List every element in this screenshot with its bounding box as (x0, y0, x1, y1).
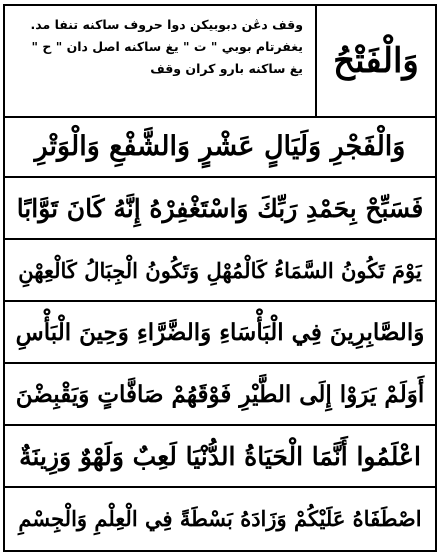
rule-note-line-3: يغ ساكنه بارو كران وقف (150, 61, 303, 76)
verse-list (5, 116, 435, 548)
header (5, 6, 435, 118)
verse-row-1 (5, 116, 435, 178)
verse-text: أَوَلَمْ يَرَوْا إِلَى الطَّيْرِ فَوْقَهُمْ صَافَّاتٍ وَيَقْبِضْنَ (15, 380, 425, 408)
verse-text: اصْطَفَاهُ عَلَيْكُمْ وَزَادَهُ بَسْطَةً فِي الْعِلْمِ وَالْجِسْمِ (18, 505, 422, 531)
verse-text: وَالصَّابِرِينَ فِي الْبَأْسَاءِ وَالضَّرَّاءِ وَحِينَ الْبَأْسِ (15, 318, 425, 346)
rule-note-line-1: وقف دڠن دبوبيكن دوا حروف ساكنه تنفا مد. (30, 17, 303, 32)
verse-row-4 (5, 302, 435, 364)
verse-row-2 (5, 178, 435, 240)
verse-text: وَالْفَجْرِ وَلَيَالٍ عَشْرٍ وَالشَّفْعِ وَالْوَتْرِ (34, 130, 406, 162)
verse-text: يَوْمَ تَكُونُ السَّمَاءُ كَالْمُهْلِ وَتَكُونُ الْجِبَالُ كَالْعِهْنِ (18, 257, 422, 283)
title-box (315, 6, 435, 116)
verse-row-5 (5, 364, 435, 426)
page-frame (3, 4, 437, 552)
verse-row-3 (5, 240, 435, 302)
rule-note-line-2: يغفرتام بوبي " ت " يغ ساكنه اصل دان " ح " (31, 39, 303, 54)
rule-note (13, 14, 303, 110)
verse-text: اعْلَمُوا أَنَّمَا الْحَيَاةُ الدُّنْيَا لَعِبٌ وَلَهْوٌ وَزِينَةٌ (19, 441, 421, 471)
verse-row-6 (5, 426, 435, 488)
verse-row-7 (5, 488, 435, 548)
page-title: وَالْفَتْحُ (333, 41, 419, 81)
verse-text: فَسَبِّحْ بِحَمْدِ رَبِّكَ وَاسْتَغْفِرْهُ إِنَّهُ كَانَ تَوَّابًا (16, 193, 424, 223)
